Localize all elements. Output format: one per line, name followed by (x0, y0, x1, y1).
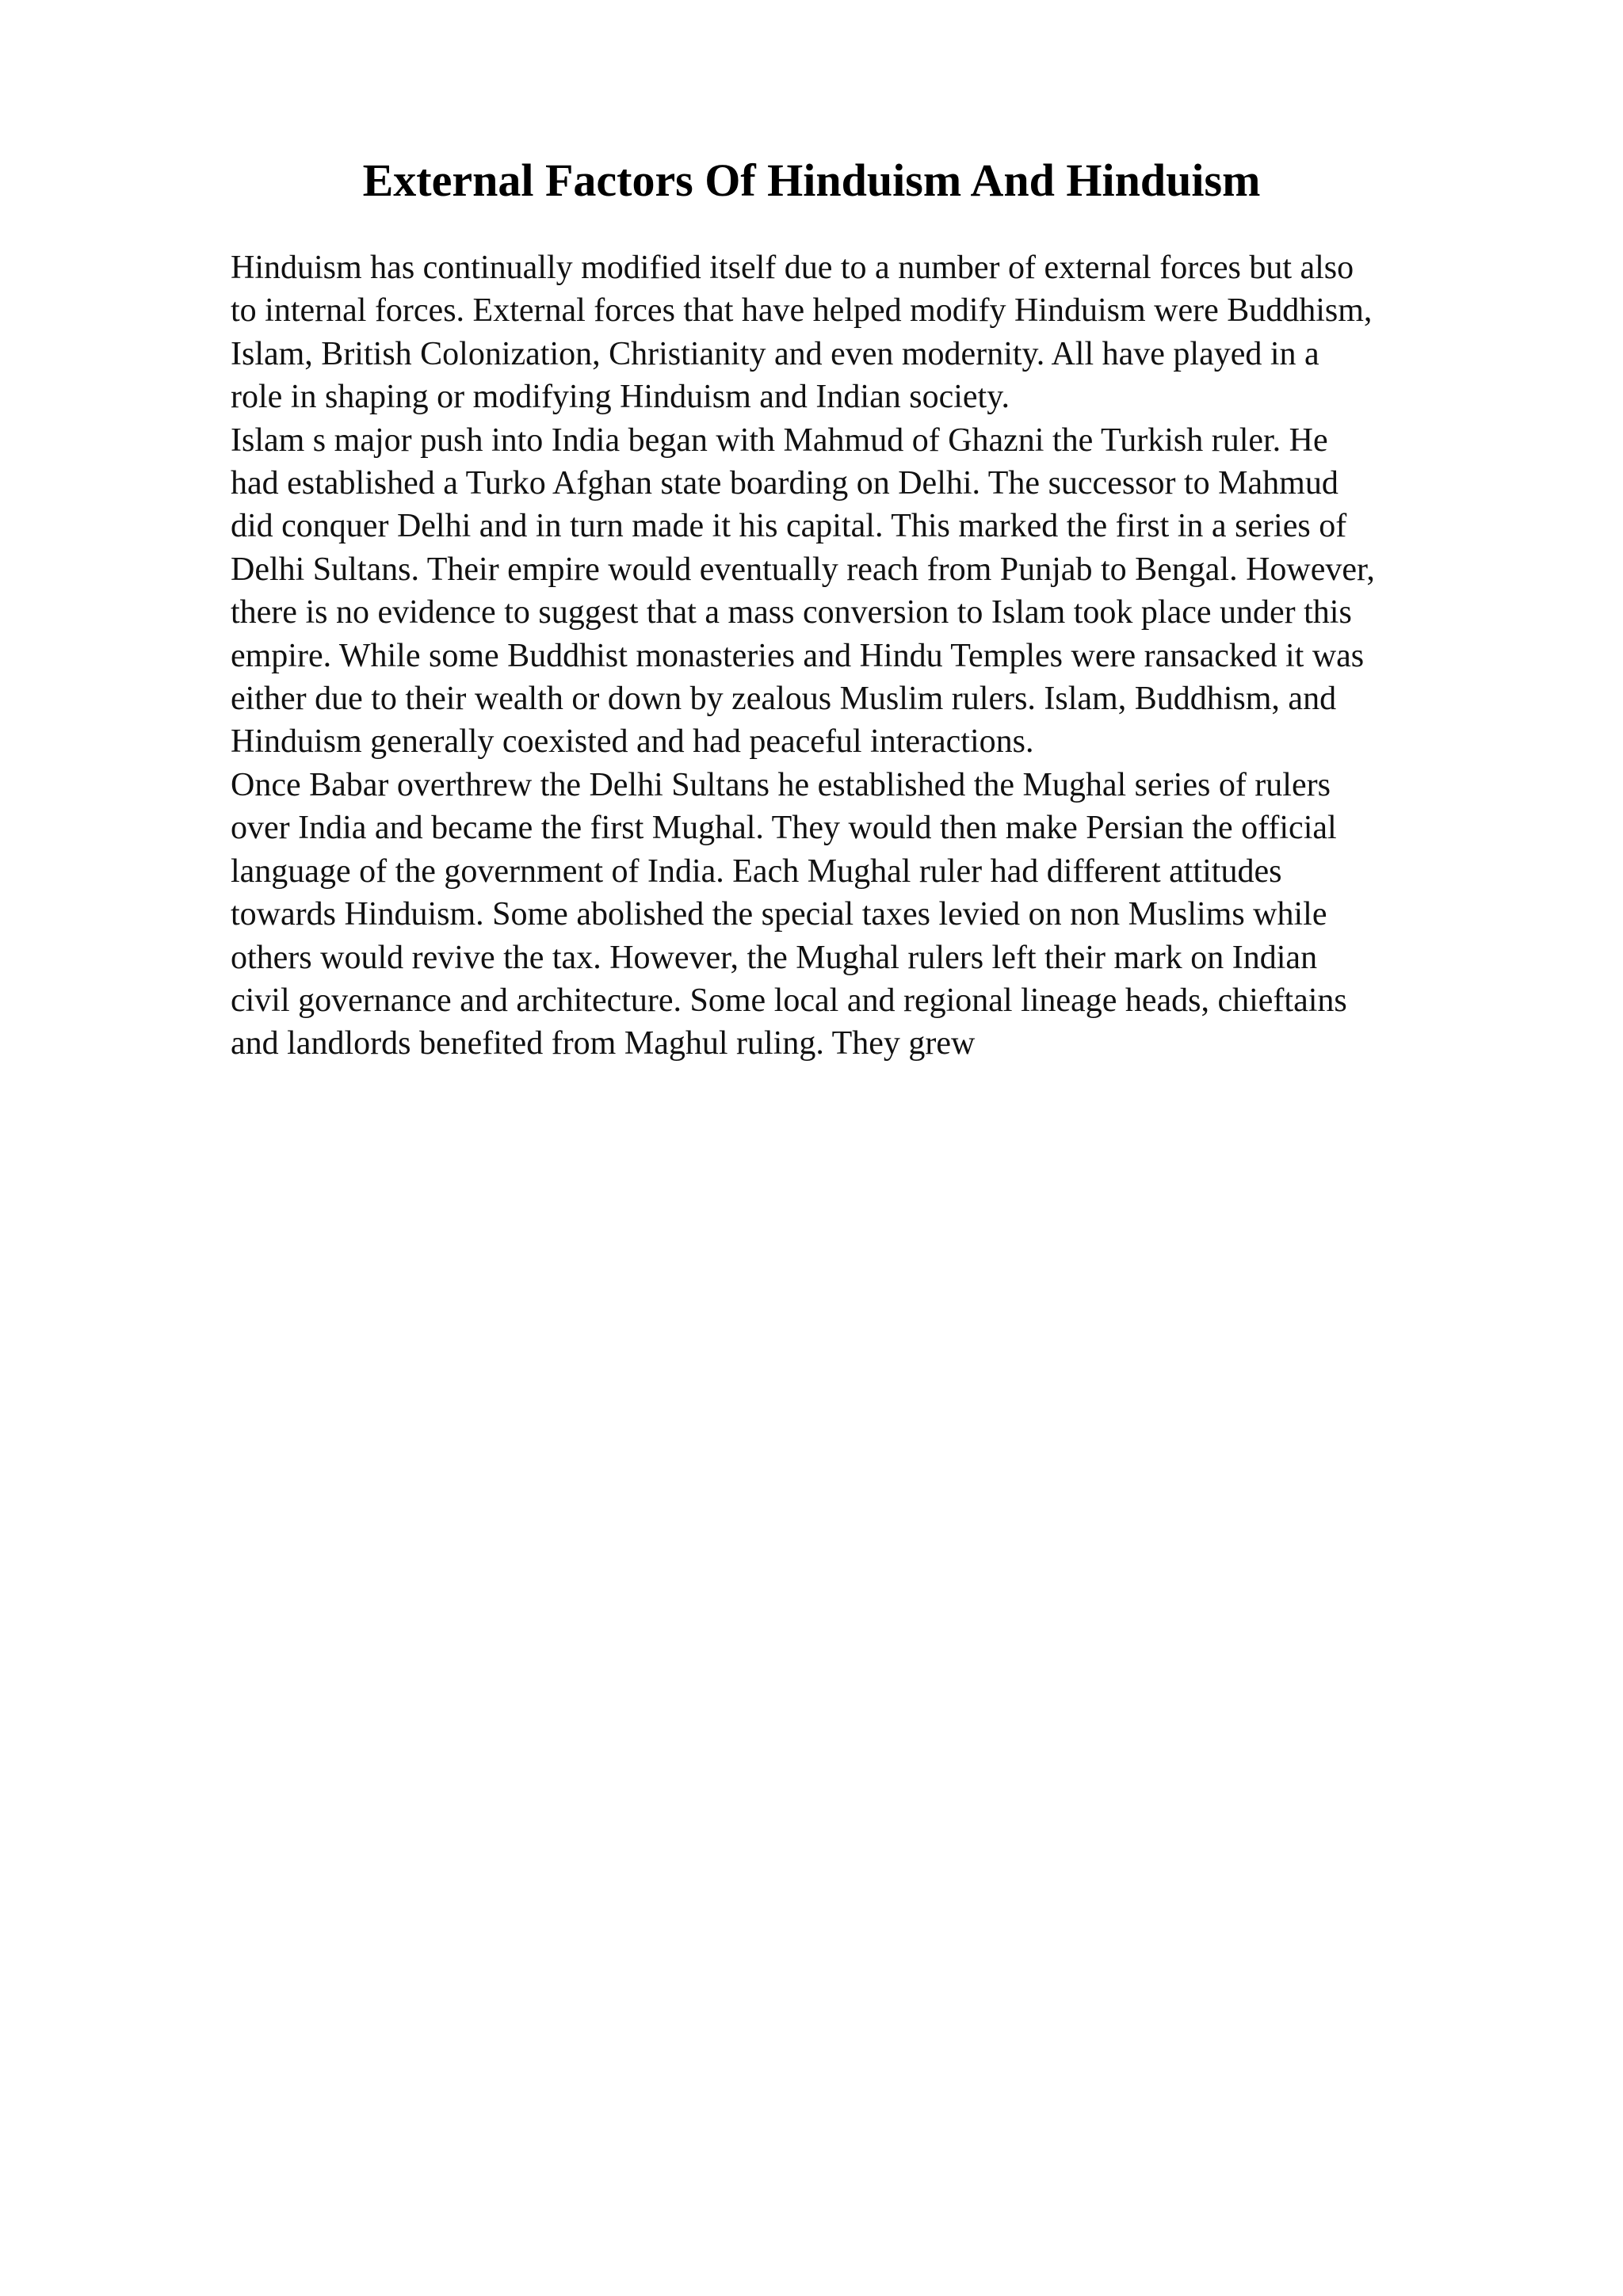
paragraph-islam (231, 419, 1522, 764)
document-title: External Factors Of Hinduism And Hinduism (362, 154, 1261, 206)
document-body (231, 246, 1522, 1066)
text-line: Once Babar overthrew the Delhi Sultans he established the Mughal series of rulers (231, 766, 1331, 803)
text-line: and landlords benefited from Maghul ruling. They grew (231, 1025, 976, 1062)
text-line: did conquer Delhi and in turn made it his capital. This marked the first in a series of (231, 508, 1347, 545)
paragraph-mughal (231, 764, 1522, 1066)
text-line: language of the government of India. Each Mughal ruler had different attitudes (231, 852, 1282, 890)
text-line: to internal forces. External forces that have helped modify Hinduism were Buddhism, (231, 292, 1373, 330)
text-line: Hinduism generally coexisted and had peaceful interactions. (231, 723, 1034, 761)
text-line: Hinduism has continually modified itself due to a number of external forces but also (231, 250, 1354, 286)
text-line: Delhi Sultans. Their empire would eventually reach from Punjab to Bengal. However, (231, 551, 1375, 588)
text-line: had established a Turko Afghan state boarding on Delhi. The successor to Mahmud (231, 465, 1338, 502)
text-line: Islam, British Colonization, Christianity and even modernity. All have played in a (231, 335, 1319, 372)
text-line: empire. While some Buddhist monasteries and Hindu Temples were ransacked it was (231, 637, 1365, 674)
text-line: either due to their wealth or down by zealous Muslim rulers. Islam, Buddhism, and (231, 681, 1337, 718)
text-line: over India and became the first Mughal. They would then make Persian the official (231, 810, 1337, 847)
text-line: others would revive the tax. However, the Mughal rulers left their mark on Indian (231, 939, 1318, 976)
text-line: civil governance and architecture. Some local and regional lineage heads, chieftains (231, 982, 1347, 1019)
text-line: there is no evidence to suggest that a mass conversion to Islam took place under this (231, 594, 1352, 631)
paragraph-intro (231, 246, 1522, 419)
text-line: role in shaping or modifying Hinduism and Indian society. (231, 379, 1010, 416)
text-line: Islam s major push into India began with Mahmud of Ghazni the Turkish ruler. He (231, 421, 1328, 459)
text-line: towards Hinduism. Some abolished the special taxes levied on non Muslims while (231, 896, 1327, 933)
